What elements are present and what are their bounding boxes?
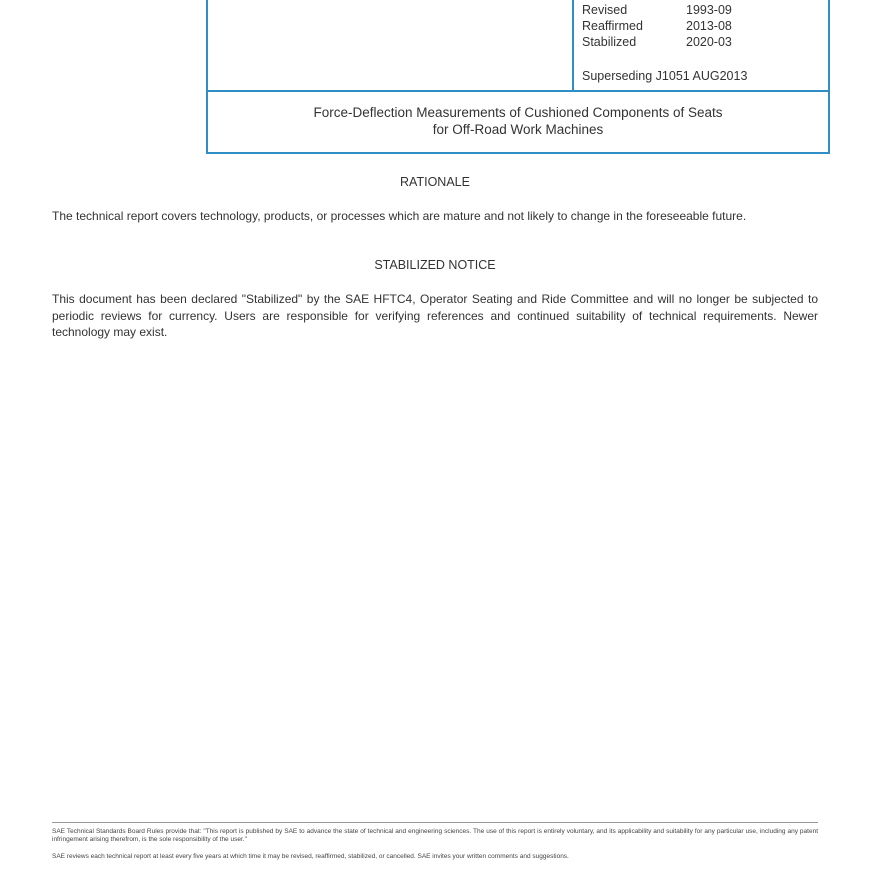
header-divider xyxy=(208,90,828,92)
footer-rules-text: SAE Technical Standards Board Rules provide that: "This report is published by SAE to advance the state of technical and engineering sciences. The use of this report is entirely voluntary, and its applicability and suitability for any particular use, including any patent infringement arising therefrom, is the sole responsibility of the user." xyxy=(52,828,818,843)
footer-review-text: SAE reviews each technical report at least every five years at which time it may be revised, reaffirmed, stabilized, or cancelled. SAE invites your written comments and suggestions. xyxy=(52,853,569,860)
document-title-line-2: for Off-Road Work Machines xyxy=(432,122,604,137)
document-title-line-1: Force-Deflection Measurements of Cushioned Components of Seats xyxy=(313,105,723,120)
stabilized-notice-heading: STABILIZED NOTICE xyxy=(374,258,496,272)
date-row-reaffirmed xyxy=(582,18,732,34)
document-header-box xyxy=(206,0,830,154)
date-row-revised xyxy=(582,2,732,18)
date-label: Revised xyxy=(582,3,628,17)
date-value: 2020-03 xyxy=(686,35,732,49)
footer-divider xyxy=(52,822,818,823)
revision-dates xyxy=(582,2,732,50)
date-value: 1993-09 xyxy=(686,3,732,17)
date-label: Reaffirmed xyxy=(582,19,643,33)
header-dates-cell xyxy=(574,0,830,90)
document-title xyxy=(208,104,828,138)
superseding-note: Superseding J1051 AUG2013 xyxy=(582,69,748,83)
header-designation-cell xyxy=(208,0,574,90)
date-label: Stabilized xyxy=(582,35,637,49)
rationale-heading: RATIONALE xyxy=(400,175,470,189)
stabilized-notice-text: This document has been declared "Stabilized" by the SAE HFTC4, Operator Seating and Ride Committee and will no longer be subjected to periodic reviews for currency. Users are responsible for verifying references and continued suitability of technical requirements. Newer technology may exist. xyxy=(52,292,818,339)
rationale-text: The technical report covers technology, products, or processes which are mature and not likely to change in the foreseeable future. xyxy=(52,209,747,223)
date-value: 2013-08 xyxy=(686,19,732,33)
date-row-stabilized xyxy=(582,34,732,50)
